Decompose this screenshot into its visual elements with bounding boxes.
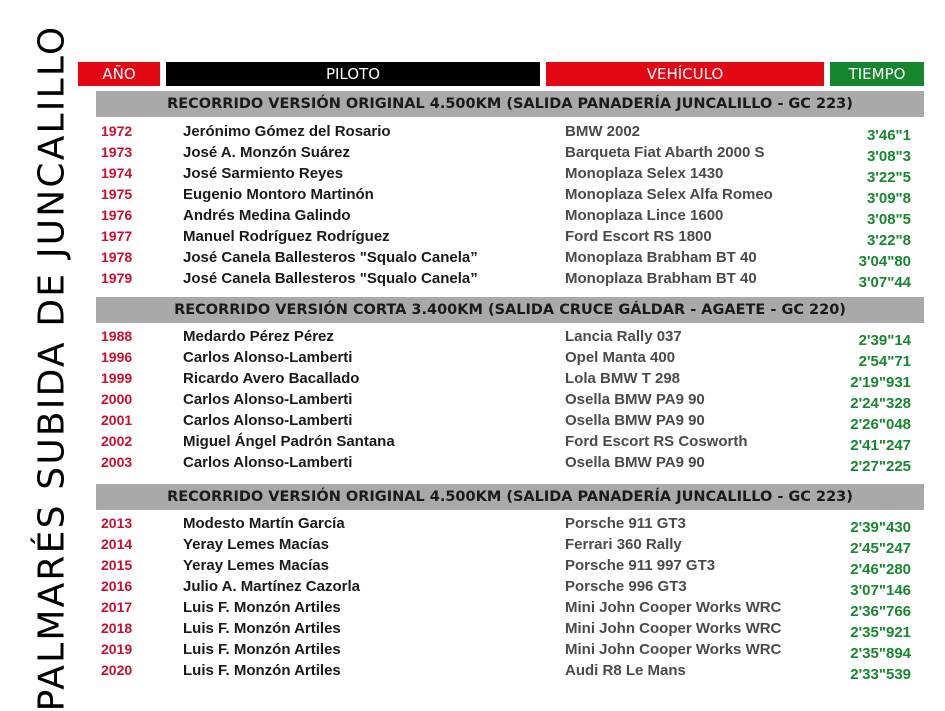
driver-cell: Yeray Lemes Macías	[183, 536, 329, 553]
header-piloto: PILOTO	[166, 62, 540, 86]
time-cell: 2'39"430	[850, 519, 911, 536]
vehicle-cell: Porsche 911 997 GT3	[565, 557, 716, 574]
results-table-original-1	[0, 121, 945, 289]
vehicle-cell: Porsche 911 GT3	[565, 515, 686, 532]
vehicle-cell: BMW 2002	[565, 123, 641, 140]
time-cell: 3'46"1	[866, 127, 911, 144]
table-row	[0, 226, 945, 247]
year-cell: 2014	[101, 536, 133, 552]
year-cell: 2001	[101, 412, 133, 428]
year-cell: 2015	[101, 557, 133, 573]
table-row	[0, 618, 945, 639]
year-cell: 2020	[101, 662, 133, 678]
time-cell: 3'07"44	[858, 274, 911, 291]
time-cell: 2'33"539	[850, 666, 911, 683]
time-cell: 3'04"80	[858, 253, 911, 270]
table-row	[0, 268, 945, 289]
time-cell: 2'54"71	[858, 353, 911, 370]
year-cell: 2003	[101, 454, 133, 470]
vehicle-cell: Ford Escort RS 1800	[565, 228, 712, 245]
vehicle-cell: Audi R8 Le Mans	[565, 662, 686, 679]
vehicle-cell: Monoplaza Lince 1600	[565, 207, 724, 224]
side-title: PALMARÉS SUBIDA DE JUNCALILLO	[31, 24, 73, 711]
year-cell: 1979	[101, 270, 133, 286]
year-cell: 1976	[101, 207, 133, 223]
vehicle-cell: Mini John Cooper Works WRC	[565, 620, 782, 637]
table-row	[0, 555, 945, 576]
time-cell: 2'27"225	[850, 458, 911, 475]
table-row	[0, 513, 945, 534]
time-cell: 3'07"146	[850, 582, 911, 599]
driver-cell: Carlos Alonso-Lamberti	[183, 454, 353, 471]
results-table-corta	[0, 326, 945, 473]
vehicle-cell: Ferrari 360 Rally	[565, 536, 682, 553]
year-cell: 2002	[101, 433, 133, 449]
driver-cell: José Canela Ballesteros "Squalo Canela”	[183, 270, 478, 287]
table-row	[0, 534, 945, 555]
driver-cell: Jerónimo Gómez del Rosario	[183, 123, 391, 140]
time-cell: 2'19"931	[850, 374, 911, 391]
section-title-corta: RECORRIDO VERSIÓN CORTA 3.400KM (SALIDA CRUCE GÁLDAR - AGAETE - GC 220)	[96, 297, 924, 323]
vehicle-cell: Mini John Cooper Works WRC	[565, 641, 782, 658]
time-cell: 2'46"280	[850, 561, 911, 578]
year-cell: 1975	[101, 186, 133, 202]
driver-cell: Yeray Lemes Macías	[183, 557, 329, 574]
header-vehiculo: VEHÍCULO	[546, 62, 824, 86]
driver-cell: Carlos Alonso-Lamberti	[183, 391, 353, 408]
time-cell: 2'35"921	[850, 624, 911, 641]
year-cell: 2018	[101, 620, 133, 636]
vehicle-cell: Ford Escort RS Cosworth	[565, 433, 748, 450]
vehicle-cell: Monoplaza Brabham BT 40	[565, 270, 757, 287]
year-cell: 2013	[101, 515, 133, 531]
time-cell: 2'45"247	[850, 540, 911, 557]
driver-cell: Manuel Rodríguez Rodríguez	[183, 228, 390, 245]
table-row	[0, 121, 945, 142]
driver-cell: Ricardo Avero Bacallado	[183, 370, 360, 387]
vehicle-cell: Monoplaza Selex Alfa Romeo	[565, 186, 773, 203]
vehicle-cell: Osella BMW PA9 90	[565, 391, 705, 408]
table-row	[0, 142, 945, 163]
time-cell: 3'09"8	[866, 190, 911, 207]
table-row	[0, 576, 945, 597]
time-cell: 3'22"8	[866, 232, 911, 249]
year-cell: 1978	[101, 249, 133, 265]
time-cell: 3'08"3	[866, 148, 911, 165]
driver-cell: Luis F. Monzón Artiles	[183, 641, 341, 658]
vehicle-cell: Porsche 996 GT3	[565, 578, 687, 595]
driver-cell: Luis F. Monzón Artiles	[183, 662, 341, 679]
table-row	[0, 205, 945, 226]
year-cell: 2019	[101, 641, 133, 657]
driver-cell: Andrés Medina Galindo	[183, 207, 351, 224]
section-title-original-2: RECORRIDO VERSIÓN ORIGINAL 4.500KM (SALIDA PANADERÍA JUNCALILLO - GC 223)	[96, 484, 924, 510]
year-cell: 1974	[101, 165, 133, 181]
vehicle-cell: Osella BMW PA9 90	[565, 454, 705, 471]
table-row	[0, 452, 945, 473]
results-table-original-2	[0, 513, 945, 681]
driver-cell: Carlos Alonso-Lamberti	[183, 349, 353, 366]
year-cell: 2016	[101, 578, 133, 594]
time-cell: 2'41"247	[850, 437, 911, 454]
table-row	[0, 184, 945, 205]
year-cell: 2000	[101, 391, 133, 407]
year-cell: 2017	[101, 599, 133, 615]
header-tiempo: TIEMPO	[830, 62, 924, 86]
driver-cell: Luis F. Monzón Artiles	[183, 620, 341, 637]
header-ano: AÑO	[78, 62, 160, 86]
driver-cell: Miguel Ángel Padrón Santana	[183, 433, 395, 450]
year-cell: 1977	[101, 228, 133, 244]
vehicle-cell: Barqueta Fiat Abarth 2000 S	[565, 144, 765, 161]
vehicle-cell: Osella BMW PA9 90	[565, 412, 705, 429]
driver-cell: Modesto Martín García	[183, 515, 345, 532]
table-row	[0, 347, 945, 368]
table-row	[0, 597, 945, 618]
year-cell: 1972	[101, 123, 133, 139]
driver-cell: José Canela Ballesteros "Squalo Canela”	[183, 249, 478, 266]
table-row	[0, 639, 945, 660]
table-row	[0, 368, 945, 389]
driver-cell: Eugenio Montoro Martinón	[183, 186, 374, 203]
driver-cell: José Sarmiento Reyes	[183, 165, 344, 182]
year-cell: 1996	[101, 349, 133, 365]
time-cell: 3'08"5	[866, 211, 911, 228]
table-row	[0, 247, 945, 268]
year-cell: 1988	[101, 328, 133, 344]
table-row	[0, 410, 945, 431]
table-row	[0, 660, 945, 681]
driver-cell: Carlos Alonso-Lamberti	[183, 412, 353, 429]
vehicle-cell: Monoplaza Brabham BT 40	[565, 249, 757, 266]
time-cell: 2'35"894	[850, 645, 911, 662]
driver-cell: Luis F. Monzón Artiles	[183, 599, 341, 616]
section-title-original-1: RECORRIDO VERSIÓN ORIGINAL 4.500KM (SALIDA PANADERÍA JUNCALILLO - GC 223)	[96, 91, 924, 117]
table-row	[0, 326, 945, 347]
time-cell: 2'26"048	[850, 416, 911, 433]
table-row	[0, 431, 945, 452]
driver-cell: Julio A. Martínez Cazorla	[183, 578, 360, 595]
year-cell: 1999	[101, 370, 133, 386]
time-cell: 2'39"14	[858, 332, 911, 349]
year-cell: 1973	[101, 144, 133, 160]
driver-cell: José A. Monzón Suárez	[183, 144, 350, 161]
table-row	[0, 389, 945, 410]
vehicle-cell: Opel Manta 400	[565, 349, 676, 366]
table-row	[0, 163, 945, 184]
vehicle-cell: Lancia Rally 037	[565, 328, 682, 345]
driver-cell: Medardo Pérez Pérez	[183, 328, 334, 345]
vehicle-cell: Mini John Cooper Works WRC	[565, 599, 782, 616]
vehicle-cell: Monoplaza Selex 1430	[565, 165, 724, 182]
time-cell: 2'36"766	[850, 603, 911, 620]
vehicle-cell: Lola BMW T 298	[565, 370, 681, 387]
time-cell: 2'24"328	[850, 395, 911, 412]
time-cell: 3'22"5	[866, 169, 911, 186]
